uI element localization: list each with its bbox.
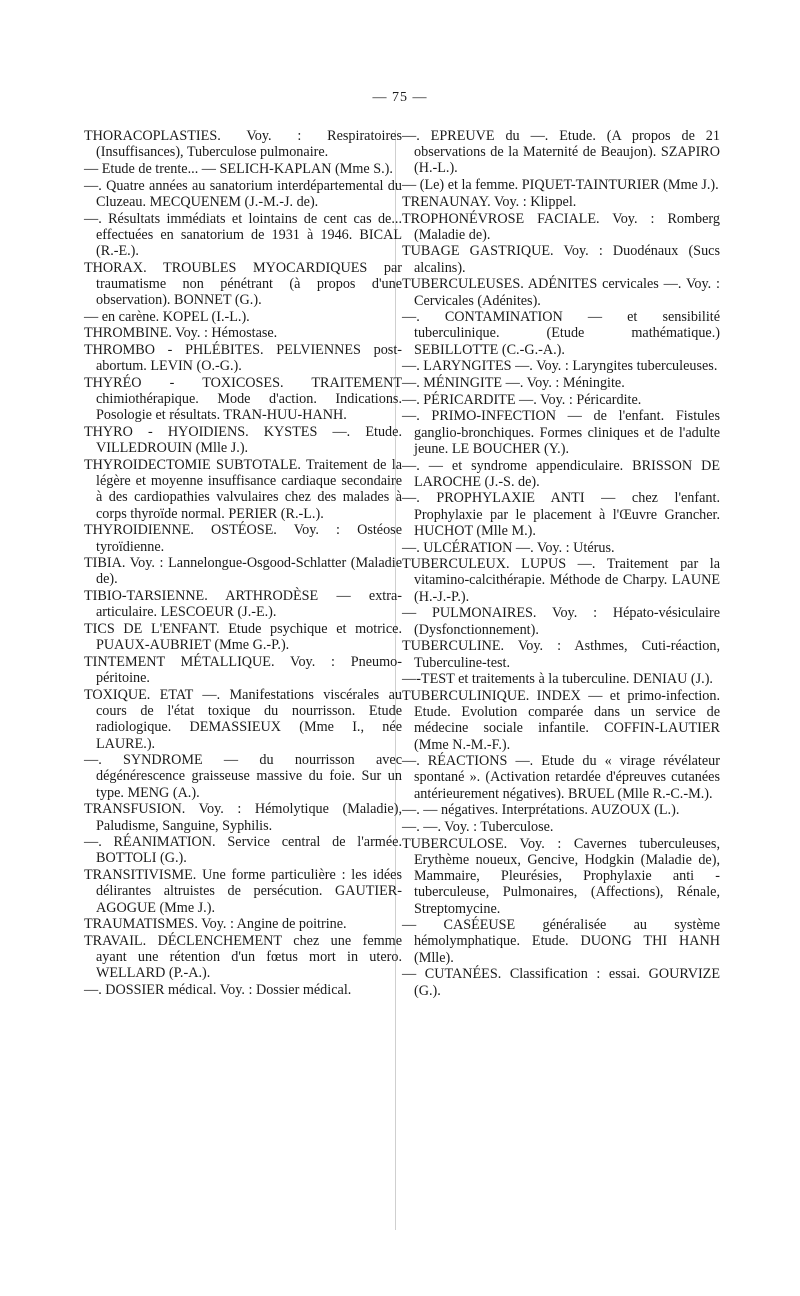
index-entry: THROMBO - PHLÉBITES. PELVIENNES post-abortum. LEVIN (O.-G.).	[84, 342, 402, 375]
index-entry: — Etude de trente... — SELICH-KAPLAN (Mme S.).	[84, 160, 393, 177]
index-entry: —. ULCÉRATION —. Voy. : Utérus.	[402, 539, 615, 556]
index-entry: THYRO - HYOIDIENS. KYSTES —. Etude. VILLEDROUIN (Mlle J.).	[84, 424, 402, 457]
index-entry: TUBERCULINIQUE. INDEX — et primo-infection. Etude. Evolution comparée dans un service de médecine sociale infantile. COFFIN-LAUTIER (Mme N.-M.-F.).	[402, 687, 720, 753]
index-entry: —. PRIMO-INFECTION — de l'enfant. Fistules ganglio-bronchiques. Formes cliniques et de l'adulte jeune. LE BOUCHER (Y.).	[402, 408, 720, 457]
index-entry: —. — négatives. Interprétations. AUZOUX (L.).	[402, 802, 680, 819]
index-entry: —. Quatre années au sanatorium interdépartemental du Cluzeau. MECQUENEM (J.-M.-J. de).	[84, 177, 402, 210]
right-column	[402, 128, 720, 999]
index-entry: —-TEST et traitements à la tuberculine. DENIAU (J.).	[402, 671, 713, 688]
index-entry: TRANSITIVISME. Une forme particulière : les idées délirantes altruistes de persécution. GAUTIER-AGOGUE (Mme J.).	[84, 867, 402, 916]
index-entry: TRENAUNAY. Voy. : Klippel.	[402, 193, 577, 210]
index-entry: THORACOPLASTIES. Voy. : Respiratoires (Insuffisances), Tuberculose pulmonaire.	[84, 128, 402, 161]
index-entry: TIBIO-TARSIENNE. ARTHRODÈSE — extra-articulaire. LESCOEUR (J.-E.).	[84, 588, 402, 621]
index-entry: —. PROPHYLAXIE ANTI — chez l'enfant. Prophylaxie par le placement à l'Œuvre Grancher. HUCHOT (Mlle M.).	[402, 490, 720, 539]
index-entry: TRAUMATISMES. Voy. : Angine de poitrine.	[84, 916, 347, 933]
index-entry: —. EPREUVE du —. Etude. (A propos de 21 observations de la Maternité de Beaujon). SZAPIRO (H.-L.).	[402, 128, 720, 177]
index-entry: TOXIQUE. ETAT —. Manifestations viscérales au cours de l'état toxique du nourrisson. Etude radiologique. DEMASSIEUX (Mme I., née LAURE.).	[84, 686, 402, 752]
index-entry: —. Résultats immédiats et lointains de cent cas de... effectuées en sanatorium de 1931 à 1946. BICAL (R.-E.).	[84, 210, 402, 259]
index-entry: —. CONTAMINATION — et sensibilité tuberculinique. (Etude mathématique.) SEBILLOTTE (C.-G.-A.).	[402, 309, 720, 358]
index-entry: — PULMONAIRES. Voy. : Hépato-vésiculaire (Dysfonctionnement).	[402, 605, 720, 638]
index-entry: —. LARYNGITES —. Voy. : Laryngites tuberculeuses.	[402, 358, 718, 375]
index-entry: — CASÉEUSE généralisée au système hémolymphatique. Etude. DUONG THI HANH (Mlle).	[402, 917, 720, 966]
index-entry: —. —. Voy. : Tuberculose.	[402, 819, 554, 836]
index-entry: TUBAGE GASTRIQUE. Voy. : Duodénaux (Sucs alcalins).	[402, 243, 720, 276]
index-entry: — CUTANÉES. Classification : essai. GOURVIZE (G.).	[402, 966, 720, 999]
index-entry: TICS DE L'ENFANT. Etude psychique et motrice. PUAUX-AUBRIET (Mme G.-P.).	[84, 621, 402, 654]
index-entry: TUBERCULINE. Voy. : Asthmes, Cuti-réaction, Tuberculine-test.	[402, 638, 720, 671]
index-entry: —. MÉNINGITE —. Voy. : Méningite.	[402, 375, 625, 392]
index-entry: THYRÉO - TOXICOSES. TRAITEMENT chimiothérapique. Mode d'action. Indications. Posologie et résultats. TRAN-HUU-HANH.	[84, 375, 402, 424]
left-column	[84, 128, 402, 999]
index-entry: THYROIDIENNE. OSTÉOSE. Voy. : Ostéose tyroïdienne.	[84, 522, 402, 555]
index-entry: — (Le) et la femme. PIQUET-TAINTURIER (Mme J.).	[402, 177, 719, 194]
index-entry: TUBERCULOSE. Voy. : Cavernes tuberculeuses, Erythème noueux, Gencive, Hodgkin (Maladie de), Mammaire, Pleurésies, Prophylaxie anti - tuberculeuse, Pulmonaires, (Affections), Rénale, Streptomycine.	[402, 835, 720, 917]
index-entry: — en carène. KOPEL (I.-L.).	[84, 308, 250, 325]
index-entry: TRANSFUSION. Voy. : Hémolytique (Maladie), Paludisme, Sanguine, Syphilis.	[84, 801, 402, 834]
index-entry: TIBIA. Voy. : Lannelongue-Osgood-Schlatter (Maladie de).	[84, 555, 402, 588]
index-entry: TINTEMENT MÉTALLIQUE. Voy. : Pneumo-péritoine.	[84, 654, 402, 687]
index-entry: THROMBINE. Voy. : Hémostase.	[84, 325, 278, 342]
index-entry: THYROIDECTOMIE SUBTOTALE. Traitement de la légère et moyenne insuffisance cardiaque secondaire à des cardiopathies valvulaires chez des malades à corps thyroïde normal. PERIER (R.-L.).	[84, 457, 402, 522]
index-entry: THORAX. TROUBLES MYOCARDIQUES par traumatisme non pénétrant (à propos d'une observation). BONNET (G.).	[84, 259, 402, 309]
page-number: — 75 —	[372, 90, 428, 105]
index-entry: —. SYNDROME — du nourrisson avec dégénérescence graisseuse massive du foie. Sur un type. MENG (A.).	[84, 752, 402, 801]
index-entry: TROPHONÉVROSE FACIALE. Voy. : Romberg (Maladie de).	[402, 210, 720, 243]
index-entry: —. PÉRICARDITE —. Voy. : Péricardite.	[402, 391, 642, 408]
index-entry: —. RÉACTIONS —. Etude du « virage révélateur spontané ». (Activation retardée d'épreuves cutanées antérieurement négatives). BRUEL (Mlle R.-C.-M.).	[402, 753, 720, 802]
index-entry: TRAVAIL. DÉCLENCHEMENT chez une femme ayant une rétention d'un fœtus mort in utero. WELLARD (P.-A.).	[84, 932, 402, 982]
index-entry: —. — et syndrome appendiculaire. BRISSON DE LAROCHE (J.-S. de).	[402, 457, 720, 490]
index-entry: TUBERCULEUX. LUPUS —. Traitement par la vitamino-calcithérapie. Méthode de Charpy. LAUNE (H.-J.-P.).	[402, 556, 720, 605]
index-entry: —. RÉANIMATION. Service central de l'armée. BOTTOLI (G.).	[84, 834, 402, 867]
index-entry: —. DOSSIER médical. Voy. : Dossier médical.	[84, 982, 352, 999]
index-entry: TUBERCULEUSES. ADÉNITES cervicales —. Voy. : Cervicales (Adénites).	[402, 276, 720, 309]
